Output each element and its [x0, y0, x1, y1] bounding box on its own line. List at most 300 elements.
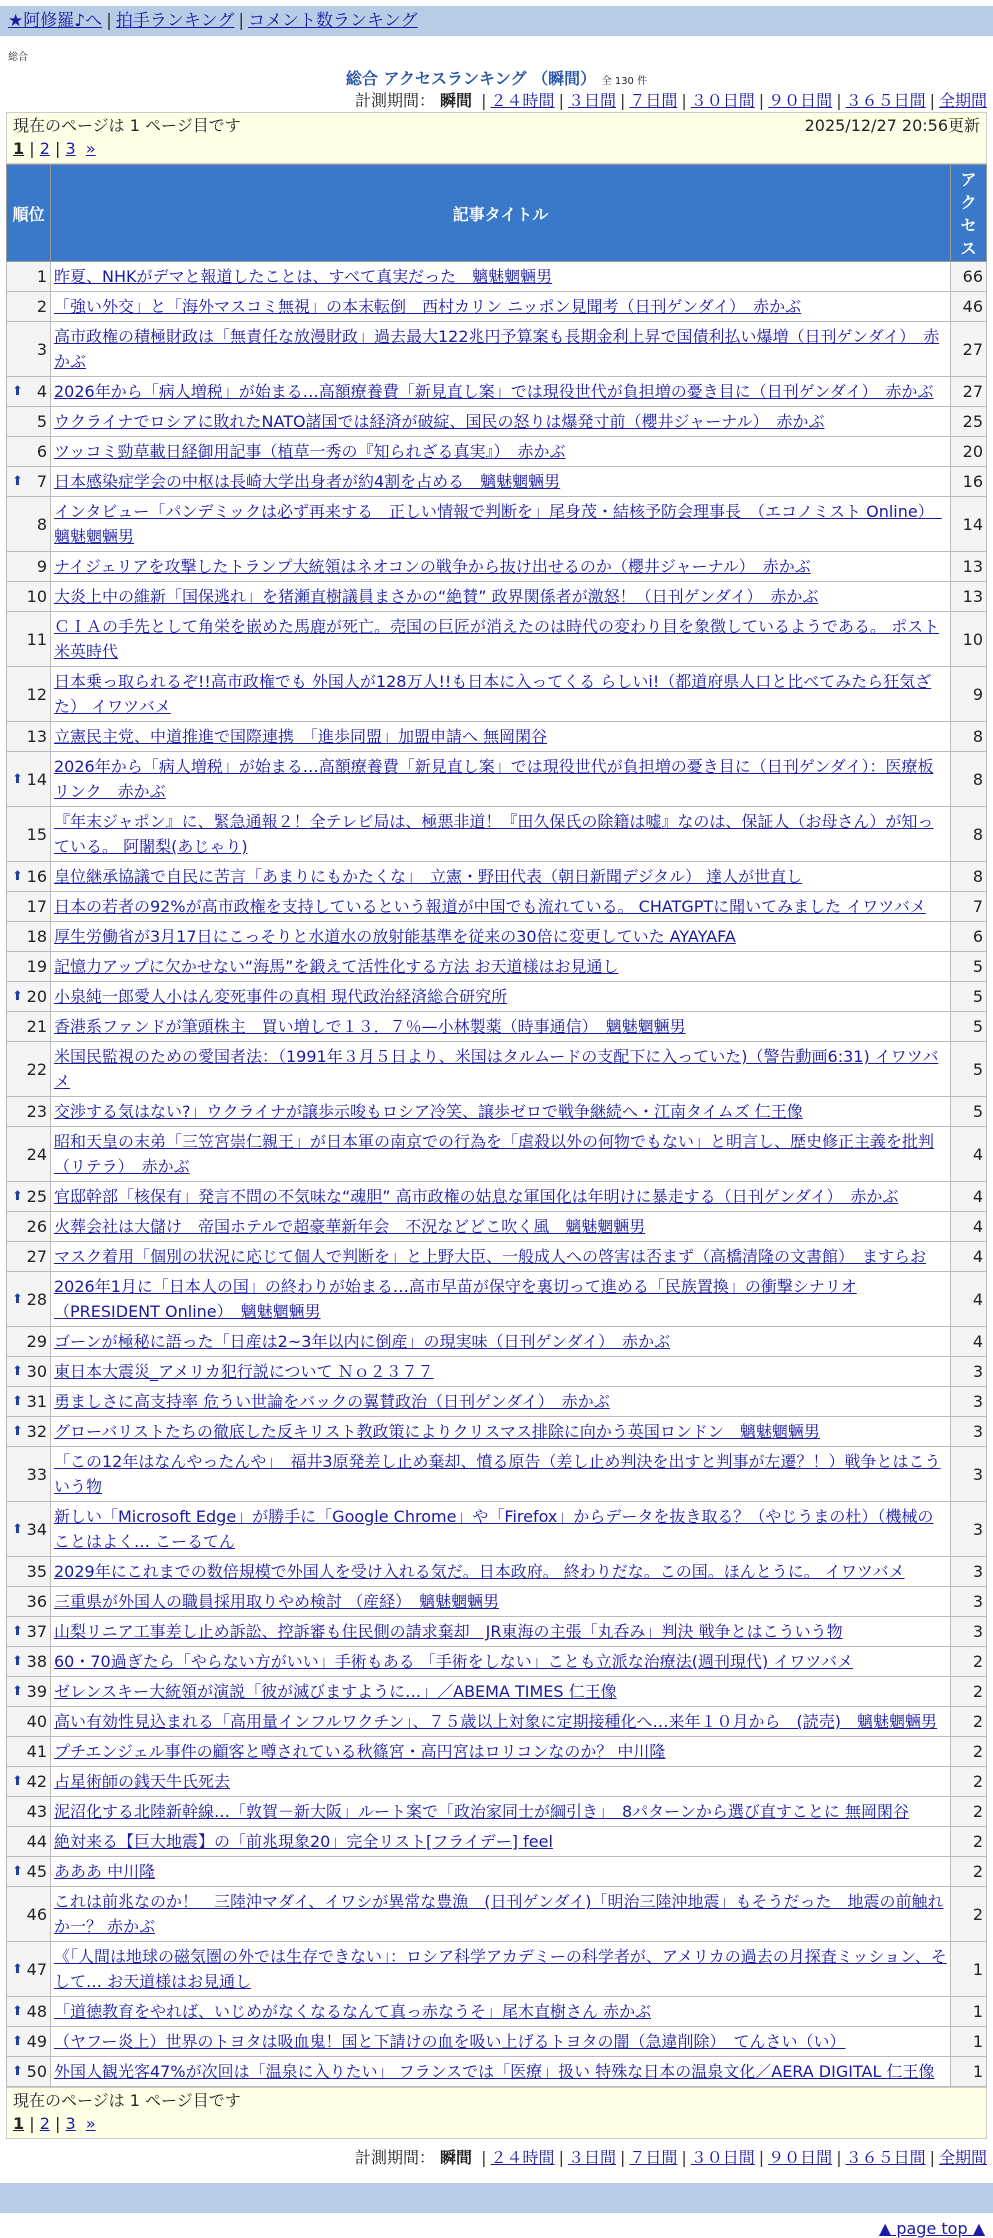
table-row	[7, 1212, 987, 1242]
updated-timestamp: 2025/12/27 20:56更新	[804, 116, 980, 135]
table-row	[7, 1767, 987, 1797]
article-title-link[interactable]: インタビュー「パンデミックは必ず再来する 正しい情報で判断を」尾身茂・結核予防会理事長 （エコノミスト Online） 魑魅魍魎男	[54, 502, 942, 546]
pager-page-2[interactable]: 2	[39, 2114, 50, 2133]
access-count: 1	[951, 2057, 987, 2087]
article-title-link[interactable]: ツッコミ勁草載日経御用記事（植草一秀の『知られざる真実』） 赤かぶ	[54, 442, 566, 461]
rank-up-arrow-icon: ⬆	[12, 2064, 23, 2079]
period-365d[interactable]: ３６５日間	[845, 2148, 926, 2167]
rank-number: 40	[26, 1712, 47, 1731]
bottom-bar	[0, 2183, 993, 2213]
period-separator: |	[836, 91, 842, 110]
title-cell	[51, 1357, 951, 1387]
article-title-link[interactable]: マスク着用「個別の状況に応じて個人で判断を」と上野大臣、一般成人への啓害は否まず（高橋清隆の文書館） ますらお	[54, 1247, 927, 1266]
article-title-link[interactable]: これは前兆なのか！ 三陸沖マダイ、イワシが異常な豊漁 (日刊ゲンダイ)「明治三陸沖地震」もそうだった 地震の前触れか一？ 赤かぶ	[54, 1892, 944, 1936]
title-cell	[51, 582, 951, 612]
rank-number: 49	[26, 2032, 47, 2051]
rank-cell	[7, 1737, 51, 1767]
home-link[interactable]: ★阿修羅♪へ	[8, 11, 103, 31]
title-cell	[51, 1242, 951, 1272]
article-title-link[interactable]: 2026年1月に「日本人の国」の終わりが始まる…高市早苗が保守を裏切って進める「民族置換」の衝撃シナリオ （PRESIDENT Online） 魑魅魍魎男	[54, 1277, 857, 1321]
table-row	[7, 1127, 987, 1182]
table-row	[7, 1942, 987, 1997]
article-title-link[interactable]: 「この12年はなんやったんや」 福井3原発差し止め棄却、憤る原告（差し止め判決を出すと判事が左遷？！）戦争とはこういう物	[54, 1452, 941, 1496]
rank-cell	[7, 1557, 51, 1587]
table-row	[7, 862, 987, 892]
table-row	[7, 407, 987, 437]
rank-number: 7	[36, 472, 47, 491]
table-row	[7, 582, 987, 612]
rank-cell	[7, 1502, 51, 1557]
table-row	[7, 1707, 987, 1737]
ranking-table	[6, 164, 987, 2087]
title-cell	[51, 1797, 951, 1827]
rank-cell	[7, 952, 51, 982]
table-row	[7, 2027, 987, 2057]
period-selector-bottom	[0, 2147, 987, 2169]
rank-up-arrow-icon: ⬆	[12, 1654, 23, 1669]
period-7d[interactable]: ７日間	[629, 91, 678, 110]
access-count: 2	[951, 1707, 987, 1737]
access-count: 4	[951, 1327, 987, 1357]
rank-cell	[7, 1127, 51, 1182]
table-row	[7, 552, 987, 582]
rank-cell	[7, 2027, 51, 2057]
article-title-link[interactable]: 香港系ファンドが筆頭株主 買い増しで１３．７％—小林製薬（時事通信） 魑魅魍魎男	[54, 1017, 686, 1036]
rank-number: 21	[26, 1017, 47, 1036]
article-title-link[interactable]: （ヤフー炎上）世界のトヨタは吸血鬼！国と下請けの血を吸い上げるトヨタの闇（急違削除） てんさい（い）	[54, 2032, 846, 2051]
rank-number: 32	[26, 1422, 47, 1441]
rank-number: 38	[26, 1652, 47, 1671]
title-cell	[51, 752, 951, 807]
rank-cell	[7, 582, 51, 612]
article-title-link[interactable]: 小泉純一郎愛人小はん変死事件の真相 現代政治経済総合研究所	[54, 987, 508, 1006]
applause-ranking-link[interactable]: 拍手ランキング	[115, 11, 235, 31]
rank-cell	[7, 292, 51, 322]
period-label: 計測期間：	[354, 91, 435, 110]
rank-cell	[7, 1587, 51, 1617]
access-count: 3	[951, 1587, 987, 1617]
article-title-link[interactable]: 『年末ジャポン』に、緊急通報２！全テレビ局は、極悪非道！『田久保氏の除籍は嘘』なのは、保証人（お母さん）が知っている。 阿闍梨(あじゃり)	[54, 812, 934, 856]
period-separator: |	[929, 2148, 935, 2167]
access-count: 3	[951, 1557, 987, 1587]
access-count: 2	[951, 1677, 987, 1707]
article-title-link[interactable]: 《「人間は地球の磁気圏の外では生存できない」：ロシア科学アカデミーの科学者が、アメリカの過去の月探査ミッション、そして… お天道様はお見通し	[54, 1947, 947, 1991]
rank-number: 43	[26, 1802, 47, 1821]
article-title-link[interactable]: 立憲民主党、中道推進で国際連携 「進歩同盟」加盟申請へ 無岡閑谷	[54, 727, 548, 746]
table-row	[7, 1557, 987, 1587]
access-count: 27	[951, 322, 987, 377]
table-row	[7, 667, 987, 722]
nav-separator: |	[106, 11, 112, 31]
rank-up-arrow-icon: ⬆	[12, 1364, 23, 1379]
col-title-header: 記事タイトル	[51, 165, 951, 262]
table-row	[7, 1997, 987, 2027]
rank-number: 46	[26, 1904, 47, 1924]
rank-number: 44	[26, 1832, 47, 1851]
rank-cell	[7, 1272, 51, 1327]
table-row	[7, 437, 987, 467]
rank-number: 31	[26, 1392, 47, 1411]
access-count: 1	[951, 1942, 987, 1997]
rank-number: 29	[26, 1332, 47, 1351]
table-row	[7, 1042, 987, 1097]
rank-number: 37	[26, 1622, 47, 1641]
article-title-link[interactable]: 2026年から「病人増税」が始まる…高額療養費「新見直し案」では現役世代が負担増の憂き目に（日刊ゲンダイ） 赤かぶ	[54, 382, 934, 401]
rank-number: 48	[26, 2002, 47, 2021]
article-title-link[interactable]: 高い有効性見込まれる「高用量インフルワクチン」、７５歳以上対象に定期接種化へ…来年１０月から (読売) 魑魅魍魎男	[54, 1712, 938, 1731]
rank-up-arrow-icon: ⬆	[12, 1774, 23, 1789]
title-cell	[51, 1557, 951, 1587]
table-row	[7, 1797, 987, 1827]
title-cell	[51, 722, 951, 752]
rank-cell	[7, 922, 51, 952]
pager-separator: |	[55, 2114, 61, 2133]
rank-number: 13	[26, 727, 47, 746]
rank-up-arrow-icon: ⬆	[12, 384, 23, 399]
article-title-link[interactable]: 日本乗っ取られるぞ!!高市政権でも 外国人が128万人!!も日本に入ってくる らしいi!（都道府県人口と比べてみたら狂気ざた） イワツバメ	[54, 672, 932, 716]
article-title-link[interactable]: 米国民監視のための愛国者法：（1991年３月５日より、米国はタルムードの支配下に入っていた)（警告動画6:31) イワツバメ	[54, 1047, 939, 1091]
article-title-link[interactable]: 泥沼化する北陸新幹線…「敦賀－新大阪」ルート案で「政治家同士が綱引き」 8パターンから選び直すことに 無岡閑谷	[54, 1802, 909, 1821]
ranking-title: 総合 アクセスランキング （瞬間）	[345, 69, 597, 88]
period-separator: |	[758, 2148, 765, 2167]
rank-cell	[7, 1647, 51, 1677]
category-label: 総合	[8, 52, 28, 63]
rank-number: 3	[36, 339, 47, 359]
title-cell	[51, 1387, 951, 1417]
rank-cell	[7, 1887, 51, 1942]
rank-cell	[7, 862, 51, 892]
title-cell	[51, 497, 951, 552]
article-title-link[interactable]: 2026年から「病人増税」が始まる…高額療養費「新見直し案」では現役世代が負担増の憂き目に（日刊ゲンダイ）：医療板リンク 赤かぶ	[54, 757, 934, 801]
article-title-link[interactable]: 「道徳教育をやれば、いじめがなくなるなんて真っ赤なうそ」尾木直樹さん 赤かぶ	[54, 2002, 652, 2021]
title-cell	[51, 1887, 951, 1942]
period-separator: |	[929, 91, 935, 110]
rank-number: 26	[26, 1217, 47, 1236]
access-count: 5	[951, 1042, 987, 1097]
access-count: 14	[951, 497, 987, 552]
rank-cell	[7, 262, 51, 292]
period-30d[interactable]: ３０日間	[690, 91, 755, 110]
period-all[interactable]: 全期間	[938, 2148, 987, 2167]
article-title-link[interactable]: ナイジェリアを攻撃したトランプ大統領はネオコンの戦争から抜け出せるのか（櫻井ジャーナル） 赤かぶ	[54, 557, 811, 576]
rank-up-arrow-icon: ⬆	[12, 1189, 23, 1204]
article-title-link[interactable]: 山梨リニア工事差し止め訴訟、控訴審も住民側の請求棄却 JR東海の主張「丸呑み」判決 戦争とはこういう物	[54, 1622, 843, 1641]
article-title-link[interactable]: 昨夏、NHKがデマと報道したことは、すべて真実だった 魑魅魍魎男	[54, 267, 553, 286]
rank-number: 47	[26, 1959, 47, 1979]
access-count: 2	[951, 1647, 987, 1677]
title-cell	[51, 1857, 951, 1887]
rank-number: 10	[26, 587, 47, 606]
title-cell	[51, 1997, 951, 2027]
rank-number: 27	[26, 1247, 47, 1266]
page-info-bottom	[6, 2087, 987, 2139]
period-24h[interactable]: ２４時間	[490, 2148, 555, 2167]
article-title-link[interactable]: 60・70過ぎたら「やらない方がいい」手術もある 「手術をしない」ことも立派な治療法(週刊現代) イワツバメ	[54, 1652, 854, 1671]
period-separator: |	[619, 91, 626, 110]
article-title-link[interactable]: ＣＩＡの手先として角栄を嵌めた馬鹿が死亡。売国の巨匠が消えたのは時代の変わり目を象徴しているようである。 ポスト米英時代	[54, 617, 940, 661]
pager-page-3[interactable]: 3	[65, 139, 76, 158]
title-cell	[51, 862, 951, 892]
table-row	[7, 952, 987, 982]
pager-separator: |	[29, 139, 35, 158]
access-count: 4	[951, 1272, 987, 1327]
access-count: 5	[951, 1012, 987, 1042]
article-title-link[interactable]: 東日本大震災_アメリカ犯行説について Ｎｏ２３７７	[54, 1362, 434, 1381]
rank-number: 28	[26, 1289, 47, 1309]
pager-next[interactable]: »	[85, 139, 96, 158]
access-count: 4	[951, 1182, 987, 1212]
rank-number: 39	[26, 1682, 47, 1701]
table-row	[7, 1357, 987, 1387]
access-count: 8	[951, 752, 987, 807]
comment-ranking-link[interactable]: コメント数ランキング	[248, 11, 418, 31]
table-row	[7, 1012, 987, 1042]
title-cell	[51, 952, 951, 982]
article-title-link[interactable]: 日本の若者の92%が高市政権を支持しているという報道が中国でも流れている。 CHATGPTに聞いてみました イワツバメ	[54, 897, 926, 916]
rank-cell	[7, 982, 51, 1012]
rank-cell	[7, 1447, 51, 1502]
article-title-link[interactable]: 厚生労働省が3月17日にこっそりと水道水の放射能基準を従来の30倍に変更していた AYAYAFA	[54, 927, 736, 946]
access-count: 4	[951, 1212, 987, 1242]
rank-cell	[7, 407, 51, 437]
period-separator: |	[836, 2148, 842, 2167]
period-separator: |	[481, 91, 487, 110]
rank-number: 11	[26, 629, 47, 649]
rank-number: 12	[26, 684, 47, 704]
rank-number: 17	[26, 897, 47, 916]
rank-number: 45	[26, 1862, 47, 1881]
access-count: 6	[951, 922, 987, 952]
rank-up-arrow-icon: ⬆	[12, 2004, 23, 2019]
title-cell	[51, 922, 951, 952]
period-separator: |	[558, 91, 564, 110]
access-count: 7	[951, 892, 987, 922]
title-cell	[51, 892, 951, 922]
access-count: 66	[951, 262, 987, 292]
rank-number: 14	[26, 769, 47, 789]
access-count: 3	[951, 1387, 987, 1417]
title-cell	[51, 807, 951, 862]
rank-up-arrow-icon: ⬆	[12, 1521, 23, 1537]
rank-cell	[7, 552, 51, 582]
rank-number: 6	[36, 442, 47, 461]
period-3d[interactable]: ３日間	[567, 2148, 616, 2167]
title-cell	[51, 322, 951, 377]
access-count: 9	[951, 667, 987, 722]
title-cell	[51, 1097, 951, 1127]
pager-page-3[interactable]: 3	[65, 2114, 76, 2133]
rank-cell	[7, 322, 51, 377]
title-cell	[51, 1447, 951, 1502]
article-title-link[interactable]: 2029年にこれまでの数倍規模で外国人を受け入れる気だ。日本政府。 終わりだな。この国。ほんとうに。 イワツバメ	[54, 1562, 905, 1581]
rank-up-arrow-icon: ⬆	[12, 1864, 23, 1879]
rank-cell	[7, 752, 51, 807]
rank-cell	[7, 1357, 51, 1387]
access-count: 3	[951, 1417, 987, 1447]
article-title-link[interactable]: 日本感染症学会の中枢は長崎大学出身者が約4割を占める 魑魅魍魎男	[54, 472, 561, 491]
access-count: 13	[951, 582, 987, 612]
access-count: 5	[951, 1097, 987, 1127]
rank-number: 22	[26, 1059, 47, 1079]
period-separator: |	[681, 91, 687, 110]
pager-current: 1	[13, 139, 25, 158]
rank-cell	[7, 1707, 51, 1737]
article-title-link[interactable]: ゼレンスキー大統領が演説「彼が滅びますように…」／ABEMA TIMES 仁王像	[54, 1682, 617, 1701]
col-access-header: アクセス	[951, 165, 987, 262]
title-cell	[51, 1587, 951, 1617]
article-title-link[interactable]: 大炎上中の維新「国保逃れ」を猪瀬直樹議員まさかの“絶賛” 政界関係者が激怒！（日刊ゲンダイ） 赤かぶ	[54, 587, 819, 606]
rank-up-arrow-icon: ⬆	[12, 1961, 23, 1977]
period-30d[interactable]: ３０日間	[690, 2148, 755, 2167]
title-cell	[51, 552, 951, 582]
access-count: 8	[951, 862, 987, 892]
rank-up-arrow-icon: ⬆	[12, 2034, 23, 2049]
period-90d[interactable]: ９０日間	[768, 2148, 833, 2167]
table-row	[7, 1447, 987, 1502]
article-title-link[interactable]: 皇位継承協議で自民に苦言「あまりにもかたくな」 立憲・野田代表（朝日新聞デジタル） 達人が世直し	[54, 867, 803, 886]
page-top-link[interactable]: ▲ page top ▲	[878, 2219, 985, 2238]
table-row	[7, 1327, 987, 1357]
period-label: 計測期間：	[354, 2148, 435, 2167]
rank-number: 1	[36, 267, 47, 286]
title-cell	[51, 2057, 951, 2087]
title-cell	[51, 407, 951, 437]
period-365d[interactable]: ３６５日間	[845, 91, 926, 110]
page-title	[0, 66, 993, 86]
rank-cell	[7, 1857, 51, 1887]
title-cell	[51, 1272, 951, 1327]
table-row	[7, 467, 987, 497]
pager-separator: |	[55, 139, 61, 158]
article-title-link[interactable]: 外国人観光客47%が次回は「温泉に入りたい」 フランスでは「医療」扱い 特殊な日本の温泉文化／AERA DIGITAL 仁王像	[54, 2062, 935, 2081]
article-title-link[interactable]: 「強い外交」と「海外マスコミ無視」の本末転倒 西村カリン ニッポン見聞考（日刊ゲンダイ） 赤かぶ	[54, 297, 802, 316]
rank-cell	[7, 667, 51, 722]
table-row	[7, 1857, 987, 1887]
access-count: 10	[951, 612, 987, 667]
article-title-link[interactable]: 記憶力アップに欠かせない“海馬”を鍛えて活性化する方法 お天道様はお見通し	[54, 957, 619, 976]
access-count: 25	[951, 407, 987, 437]
title-cell	[51, 292, 951, 322]
rank-cell	[7, 497, 51, 552]
table-row	[7, 722, 987, 752]
article-title-link[interactable]: 新しい「Microsoft Edge」が勝手に「Google Chrome」や「Firefox」からデータを抜き取る？（やじうまの杜）（機械のことはよく… こーるてん	[54, 1507, 934, 1551]
title-cell	[51, 1212, 951, 1242]
period-3d[interactable]: ３日間	[567, 91, 616, 110]
table-row	[7, 752, 987, 807]
access-count: 4	[951, 1242, 987, 1272]
title-cell	[51, 437, 951, 467]
table-row	[7, 262, 987, 292]
table-row	[7, 612, 987, 667]
top-nav-bar	[0, 6, 993, 36]
title-cell	[51, 1647, 951, 1677]
pager-page-2[interactable]: 2	[39, 139, 50, 158]
rank-up-arrow-icon: ⬆	[12, 1291, 23, 1307]
period-all[interactable]: 全期間	[938, 91, 987, 110]
article-title-link[interactable]: 官邸幹部「核保有」発言不問の不気味な“魂胆” 高市政権の姑息な軍国化は年明けに暴走する（日刊ゲンダイ） 赤かぶ	[54, 1187, 899, 1206]
table-row	[7, 1647, 987, 1677]
table-row	[7, 807, 987, 862]
rank-cell	[7, 1212, 51, 1242]
rank-cell	[7, 1327, 51, 1357]
access-count: 5	[951, 952, 987, 982]
table-row	[7, 922, 987, 952]
access-count: 3	[951, 1357, 987, 1387]
table-row	[7, 2057, 987, 2087]
pagination-bottom	[13, 2112, 980, 2136]
access-count: 2	[951, 1827, 987, 1857]
pager-next[interactable]: »	[85, 2114, 96, 2133]
table-row	[7, 1887, 987, 1942]
rank-number: 24	[26, 1144, 47, 1164]
rank-number: 8	[36, 514, 47, 534]
period-separator: |	[481, 2148, 487, 2167]
current-page-text: 現在のページは 1 ページ目です	[13, 116, 241, 135]
access-count: 1	[951, 1997, 987, 2027]
ranking-section	[6, 112, 987, 2139]
rank-cell	[7, 1387, 51, 1417]
article-title-link[interactable]: あああ 中川隆	[54, 1862, 156, 1881]
article-title-link[interactable]: 昭和天皇の末弟「三笠宮崇仁親王」が日本軍の南京での行為を「虐殺以外の何物でもない」と明言し、歴史修正主義を批判（リテラ） 赤かぶ	[54, 1132, 935, 1176]
period-7d[interactable]: ７日間	[629, 2148, 678, 2167]
rank-cell	[7, 1012, 51, 1042]
title-cell	[51, 982, 951, 1012]
title-cell	[51, 262, 951, 292]
rank-up-arrow-icon: ⬆	[12, 1424, 23, 1439]
article-title-link[interactable]: 占星術師の銭天牛氏死去	[54, 1772, 231, 1791]
rank-up-arrow-icon: ⬆	[12, 474, 23, 489]
access-count: 3	[951, 1447, 987, 1502]
access-count: 2	[951, 1857, 987, 1887]
article-title-link[interactable]: 絶対来る【巨大地震】の「前兆現象20」完全リスト[フライデー] feel	[54, 1832, 553, 1851]
access-count: 16	[951, 467, 987, 497]
title-cell	[51, 1767, 951, 1797]
article-title-link[interactable]: ゴーンが極秘に語った「日産は2~3年以内に倒産」の現実味（日刊ゲンダイ） 赤かぶ	[54, 1332, 671, 1351]
article-title-link[interactable]: 三重県が外国人の職員採用取りやめ検討 （産経） 魑魅魍魎男	[54, 1592, 500, 1611]
article-title-link[interactable]: 勇ましさに高支持率 危うい世論をバックの翼賛政治（日刊ゲンダイ） 赤かぶ	[54, 1392, 610, 1411]
article-title-link[interactable]: 火葬会社は大儲け 帝国ホテルで超豪華新年会 不況などどこ吹く風 魑魅魍魎男	[54, 1217, 646, 1236]
article-title-link[interactable]: 交渉する気はない?」ウクライナが譲歩示唆もロシア冷笑、譲歩ゼロで戦争継続へ・江南タイムズ 仁王像	[54, 1102, 803, 1121]
rank-cell	[7, 1797, 51, 1827]
rank-number: 30	[26, 1362, 47, 1381]
article-title-link[interactable]: グローバリストたちの徹底した反キリスト教政策によりクリスマス排除に向かう英国ロンドン 魑魅魍魎男	[54, 1422, 820, 1441]
article-title-link[interactable]: ウクライナでロシアに敗れたNATO諸国では経済が破綻、国民の怒りは爆発寸前（櫻井ジャーナル） 赤かぶ	[54, 412, 825, 431]
period-separator: |	[758, 91, 765, 110]
pager-current: 1	[13, 2114, 25, 2133]
table-row	[7, 1502, 987, 1557]
period-24h[interactable]: ２４時間	[490, 91, 555, 110]
table-row	[7, 1827, 987, 1857]
period-selector-top	[0, 90, 987, 112]
period-90d[interactable]: ９０日間	[768, 91, 833, 110]
access-count: 2	[951, 1887, 987, 1942]
article-title-link[interactable]: プチエンジェル事件の顧客と噂されている秋篠宮・高円宮はロリコンなのか？ 中川隆	[54, 1742, 666, 1761]
rank-number: 34	[26, 1519, 47, 1539]
access-count: 8	[951, 807, 987, 862]
rank-number: 35	[26, 1562, 47, 1581]
article-title-link[interactable]: 高市政権の積極財政は「無責任な放漫財政」過去最大122兆円予算案も長期金利上昇で国債利払い爆増（日刊ゲンダイ） 赤かぶ	[54, 327, 940, 371]
rank-number: 50	[26, 2062, 47, 2081]
access-count: 13	[951, 552, 987, 582]
table-row	[7, 377, 987, 407]
table-row	[7, 1387, 987, 1417]
table-row	[7, 322, 987, 377]
rank-cell	[7, 1997, 51, 2027]
title-cell	[51, 1012, 951, 1042]
rank-up-arrow-icon: ⬆	[12, 771, 23, 787]
table-row	[7, 982, 987, 1012]
period-separator: |	[619, 2148, 626, 2167]
